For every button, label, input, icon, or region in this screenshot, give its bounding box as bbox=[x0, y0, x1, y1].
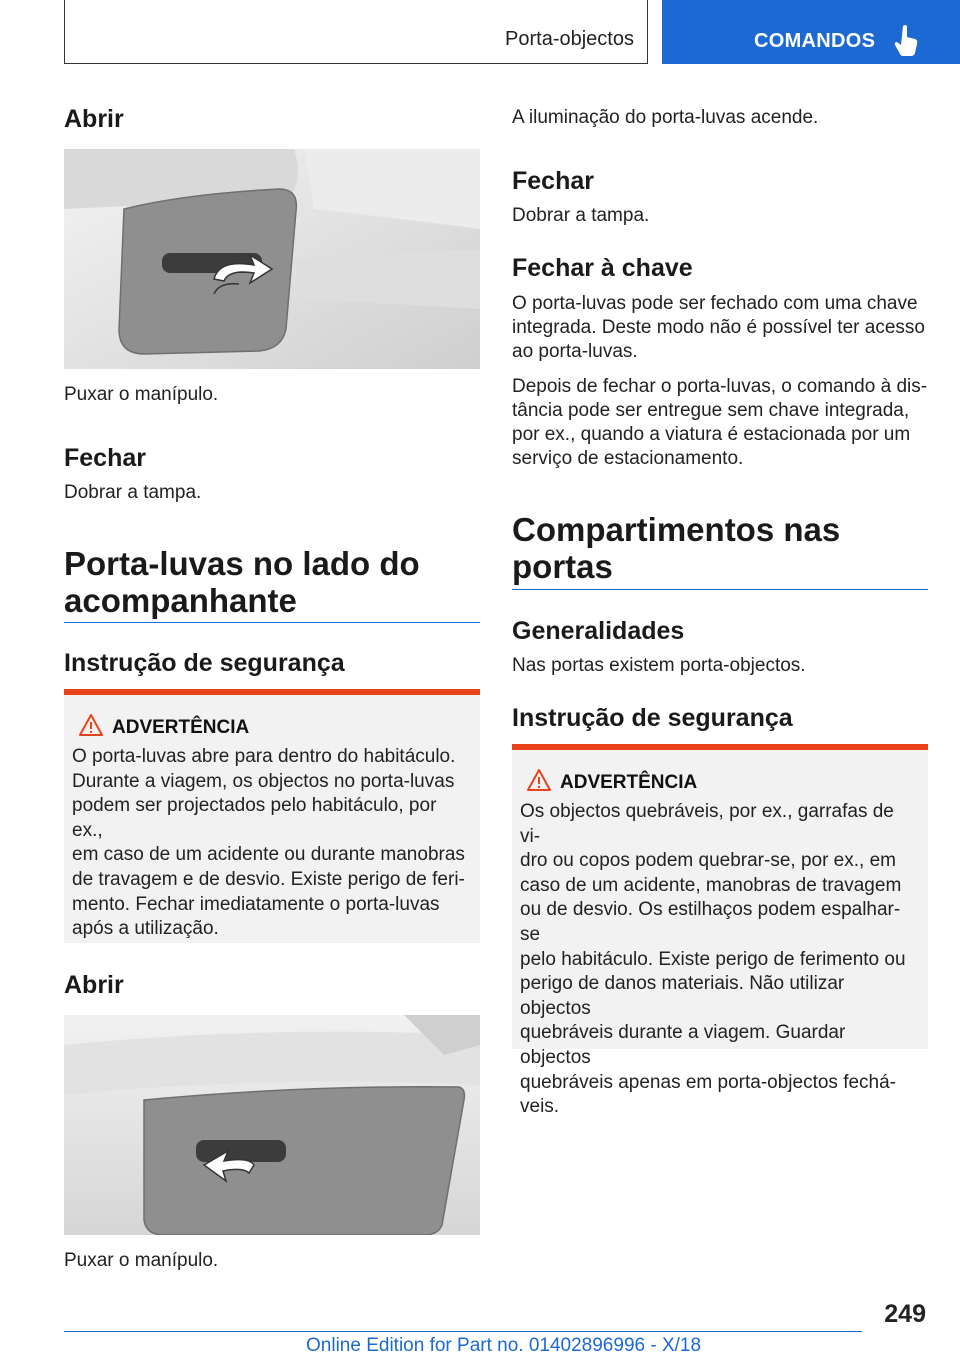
warning-line: Durante a viagem, os objectos no porta-luvas bbox=[72, 770, 455, 792]
warning-line: após a utilização. bbox=[72, 918, 219, 940]
text-line: Depois de fechar o porta-luvas, o comando à dis- bbox=[512, 376, 928, 397]
section-divider bbox=[64, 622, 480, 623]
warning-line: ou de desvio. Os estilhaços podem espalhar-se bbox=[520, 899, 901, 945]
heading-safety: Instrução de segurança bbox=[64, 649, 345, 677]
warning-line: quebráveis durante a viagem. Guardar objectos bbox=[520, 1022, 846, 1068]
chapter-tab bbox=[662, 0, 960, 64]
warning-line: dro ou copos podem quebrar-se, por ex., em bbox=[520, 850, 896, 872]
footer-edition: Online Edition for Part no. 01402896996 - X/18 bbox=[306, 1335, 702, 1356]
warning-box bbox=[64, 689, 480, 943]
light-note: A iluminação do porta-luvas acende. bbox=[512, 107, 819, 128]
warning-line: pelo habitáculo. Existe perigo de ferimento ou bbox=[520, 948, 906, 970]
warning-line: caso de um acidente, manobras de travagem bbox=[520, 874, 902, 896]
warning-line: de travagem e de desvio. Existe perigo de feri- bbox=[72, 868, 465, 890]
heading-lock: Fechar à chave bbox=[512, 254, 693, 282]
section-divider-right bbox=[512, 589, 928, 590]
warning-triangle-icon bbox=[78, 713, 104, 737]
warning-line: Os objectos quebráveis, por ex., garrafas de vi- bbox=[520, 801, 894, 847]
heading-close-right: Fechar bbox=[512, 167, 594, 195]
text-line: por ex., quando a viatura é estacionada por um bbox=[512, 424, 911, 445]
warning-text bbox=[72, 745, 470, 942]
page-number: 249 bbox=[884, 1300, 926, 1328]
warning-line: perigo de danos materiais. Não utilizar objectos bbox=[520, 973, 845, 1019]
text-line: ao porta-luvas. bbox=[512, 341, 638, 362]
heading-safety-right: Instrução de segurança bbox=[512, 704, 793, 732]
warning-title: ADVERTÊNCIA bbox=[112, 717, 250, 738]
text-line: serviço de estacionamento. bbox=[512, 448, 744, 469]
close-instruction-right: Dobrar a tampa. bbox=[512, 205, 650, 226]
warning-line: em caso de um acidente ou durante manobras bbox=[72, 844, 465, 866]
section-title-line-1: Compartimentos nas bbox=[512, 511, 841, 548]
caption-pull-handle-1: Puxar o manípulo. bbox=[64, 384, 219, 405]
glovebox-illustration-1 bbox=[64, 149, 480, 369]
heading-open-2: Abrir bbox=[64, 971, 124, 999]
text-line: O porta-luvas pode ser fechado com uma chave bbox=[512, 293, 918, 314]
chapter-label: COMANDOS bbox=[754, 30, 876, 52]
heading-general: Generalidades bbox=[512, 617, 685, 645]
close-instruction: Dobrar a tampa. bbox=[64, 482, 202, 503]
warning-line: veis. bbox=[520, 1096, 560, 1118]
footer-divider bbox=[64, 1331, 862, 1332]
pointing-hand-icon bbox=[894, 24, 920, 56]
caption-pull-handle-2: Puxar o manípulo. bbox=[64, 1250, 219, 1271]
warning-title: ADVERTÊNCIA bbox=[560, 772, 698, 793]
warning-line: mento. Fechar imediatamente o porta-luvas bbox=[72, 893, 440, 915]
section-title-line-1: Porta-luvas no lado do bbox=[64, 545, 420, 582]
heading-close: Fechar bbox=[64, 444, 146, 472]
warning-triangle-icon bbox=[526, 768, 552, 792]
section-title-line-2: portas bbox=[512, 548, 613, 585]
remote-paragraph bbox=[512, 375, 928, 471]
glovebox-photo-1 bbox=[64, 149, 480, 369]
glovebox-photo-2 bbox=[64, 1015, 480, 1235]
glovebox-illustration-2 bbox=[64, 1015, 480, 1235]
text-line: tância pode ser entregue sem chave integrada, bbox=[512, 400, 910, 421]
lock-paragraph bbox=[512, 292, 928, 364]
warning-box-right bbox=[512, 744, 928, 1118]
general-text: Nas portas existem porta-objectos. bbox=[512, 655, 806, 676]
warning-line: quebráveis apenas em porta-objectos fechá- bbox=[520, 1071, 897, 1093]
warning-line: O porta-luvas abre para dentro do habitáculo. bbox=[72, 746, 456, 767]
section-title-door-compartments bbox=[512, 511, 928, 585]
header-section-title: Porta-objectos bbox=[505, 28, 634, 50]
section-title-passenger-glovebox bbox=[64, 545, 480, 619]
section-title-line-2: acompanhante bbox=[64, 582, 297, 619]
warning-text bbox=[520, 800, 918, 1120]
warning-line: podem ser projectados pelo habitáculo, por ex., bbox=[72, 795, 437, 841]
heading-open: Abrir bbox=[64, 105, 124, 133]
text-line: integrada. Deste modo não é possível ter acesso bbox=[512, 317, 925, 338]
